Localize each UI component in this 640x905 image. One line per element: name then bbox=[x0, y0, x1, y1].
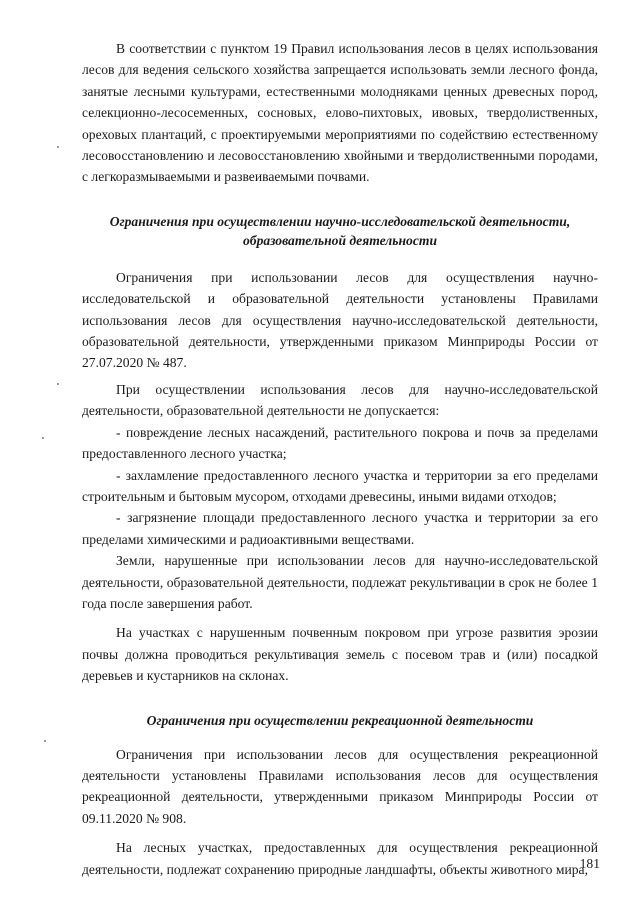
recreation-paragraph: На лесных участках, предоставленных для осуществления рекреационной деятельности, подлежат сохранению природные ландшафты, объекты животного мира, bbox=[82, 840, 598, 877]
scan-speck bbox=[44, 740, 46, 742]
research-paragraph: Ограничения при использовании лесов для осуществления научно-исследовательской и образовательной деятельности установлены Правилами использования лесов для осуществления научно-исследовательской деятельности, образовательной деятельности, утвержденными приказом Минприроды России от 27.07.2020 № 487. bbox=[82, 269, 598, 371]
section-heading-research bbox=[82, 212, 598, 250]
research-paragraph: При осуществлении использования лесов для научно-исследовательской деятельности, образовательной деятельности не допускается: bbox=[82, 381, 598, 419]
list-item: - захламление предоставленного лесного участка и территории за его пределами строительным и бытовым мусором, отходами древесины, иными видами отходов; bbox=[82, 467, 598, 504]
section-heading-recreation: Ограничения при осуществлении рекреационной деятельности bbox=[146, 712, 534, 728]
page-content bbox=[82, 38, 598, 880]
section-heading-line: образовательной деятельности bbox=[242, 232, 438, 248]
list-item: - загрязнение площади предоставленного лесного участка и территории за его пределами химическими и радиоактивными веществами. bbox=[82, 510, 598, 547]
page-number: 181 bbox=[579, 856, 600, 871]
research-paragraph: На участках с нарушенным почвенным покровом при угрозе развития эрозии почвы должна проводиться рекультивация земель с посевом трав и (или) посадкой деревьев и кустарников на склонах. bbox=[82, 625, 598, 684]
recreation-paragraph: Ограничения при использовании лесов для осуществления рекреационной деятельности установлены Правилами использования лесов для осуществления рекреационной деятельности, утвержденными приказом Минприроды России от 09.11.2020 № 908. bbox=[82, 746, 598, 826]
scan-speck bbox=[57, 383, 59, 385]
scan-speck bbox=[57, 146, 59, 148]
research-paragraph: Земли, нарушенные при использовании лесов для научно-исследовательской деятельности, образовательной деятельности, подлежат рекультивации в срок не более 1 года после завершения работ. bbox=[82, 553, 598, 611]
intro-paragraph: В соответствии с пунктом 19 Правил использования лесов в целях использования лесов для ведения сельского хозяйства запрещается использовать земли лесного фонда, занятые лесными культурами, естественными молодняками ценных древесных пород, селекционно-лесосеменных, сосновых, елово-пихтовых, ивовых, твердолиственных, ореховых плантаций, с проектируемыми мероприятиями по содействию естественному лесовосстановлению и лесовосстановлению хвойными и твердолиственными породами, с легкоразмываемыми и развеиваемыми почвами. bbox=[82, 41, 598, 185]
list-item: - повреждение лесных насаждений, растительного покрова и почв за пределами предоставленного лесного участка; bbox=[82, 424, 598, 462]
section-heading-line: Ограничения при осуществлении научно-исследовательской деятельности, bbox=[109, 213, 571, 229]
scan-speck bbox=[42, 437, 44, 439]
